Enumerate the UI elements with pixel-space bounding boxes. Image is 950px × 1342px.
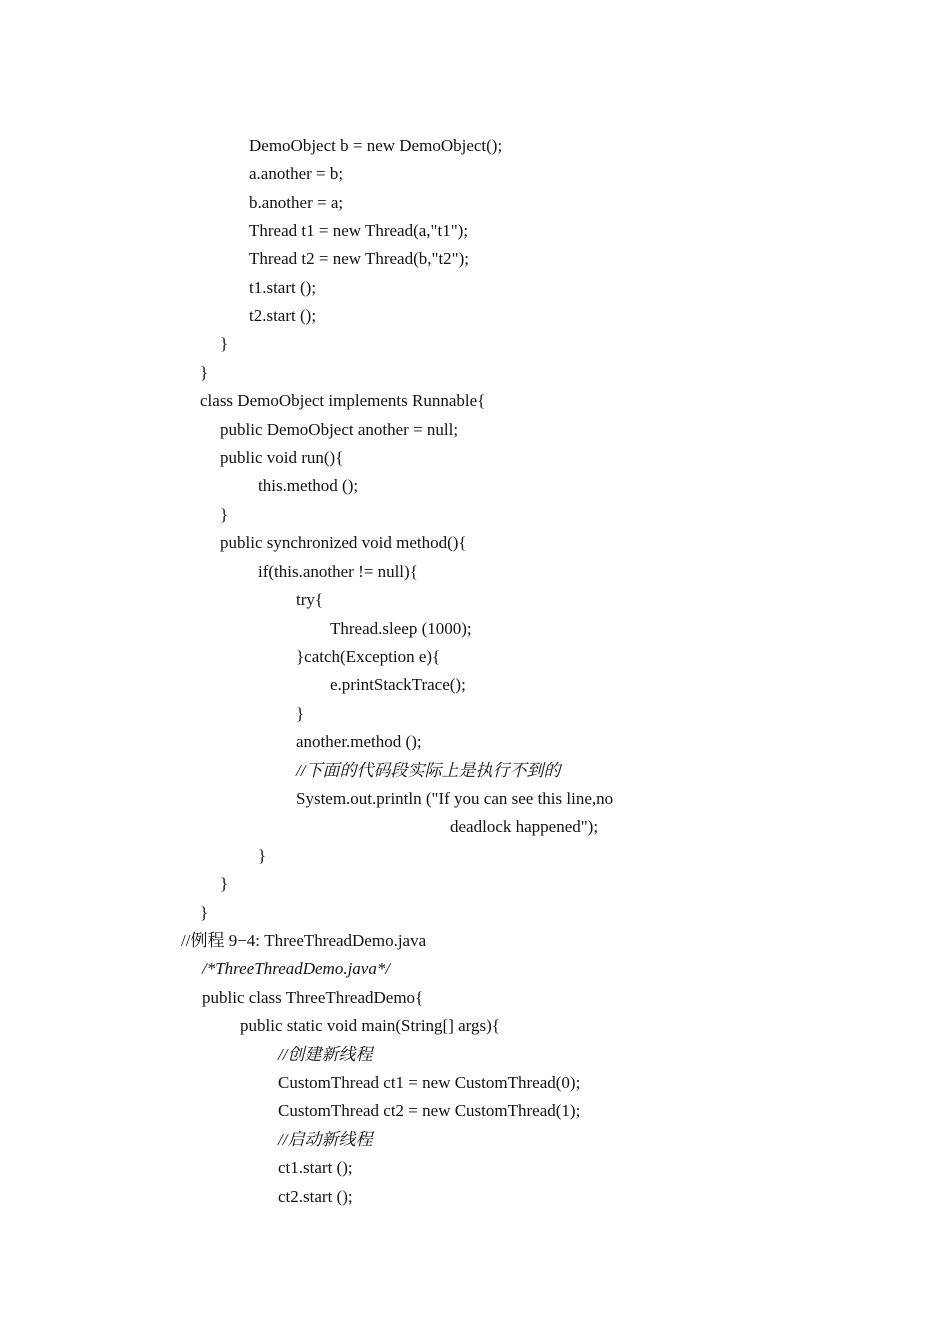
code-line: try{ [296,590,324,609]
code-line: public static void main(String[] args){ [240,1016,500,1035]
code-line: a.another = b; [249,164,344,183]
code-line: Thread t2 = new Thread(b,"t2"); [249,249,469,268]
code-line: }catch(Exception e){ [296,647,441,666]
code-comment: /*ThreeThreadDemo.java*/ [202,959,391,978]
code-comment: //创建新线程 [278,1045,373,1064]
code-line: t1.start (); [249,278,317,297]
code-line: System.out.println ("If you can see this line,no [296,789,614,808]
code-line: } [220,874,229,893]
code-line: e.printStackTrace(); [330,675,466,694]
code-line: } [220,505,229,524]
code-line: CustomThread ct2 = new CustomThread(1); [278,1101,581,1120]
code-line: public DemoObject another = null; [220,420,459,439]
code-line: CustomThread ct1 = new CustomThread(0); [278,1073,581,1092]
code-line: public synchronized void method(){ [220,533,467,552]
code-line: ct2.start (); [278,1187,353,1206]
code-line: ct1.start (); [278,1158,353,1177]
code-line: deadlock happened"); [450,817,599,836]
code-line: Thread.sleep (1000); [330,619,472,638]
code-line: public void run(){ [220,448,344,467]
code-line: another.method (); [296,732,422,751]
code-line: } [220,334,229,353]
code-comment: //下面的代码段实际上是执行不到的 [296,761,561,780]
code-line: public class ThreeThreadDemo{ [202,988,424,1007]
code-line: } [258,846,267,865]
code-line: } [296,704,305,723]
code-line: class DemoObject implements Runnable{ [200,391,486,410]
code-line: DemoObject b = new DemoObject(); [249,136,503,155]
code-line: this.method (); [258,476,359,495]
example-heading: //例程 9−4: ThreeThreadDemo.java [181,931,427,950]
code-line: } [200,903,209,922]
code-comment: //启动新线程 [278,1130,373,1149]
code-line: b.another = a; [249,193,344,212]
code-line: t2.start (); [249,306,317,325]
code-line: Thread t1 = new Thread(a,"t1"); [249,221,469,240]
code-line: } [200,363,209,382]
code-line: if(this.another != null){ [258,562,418,581]
